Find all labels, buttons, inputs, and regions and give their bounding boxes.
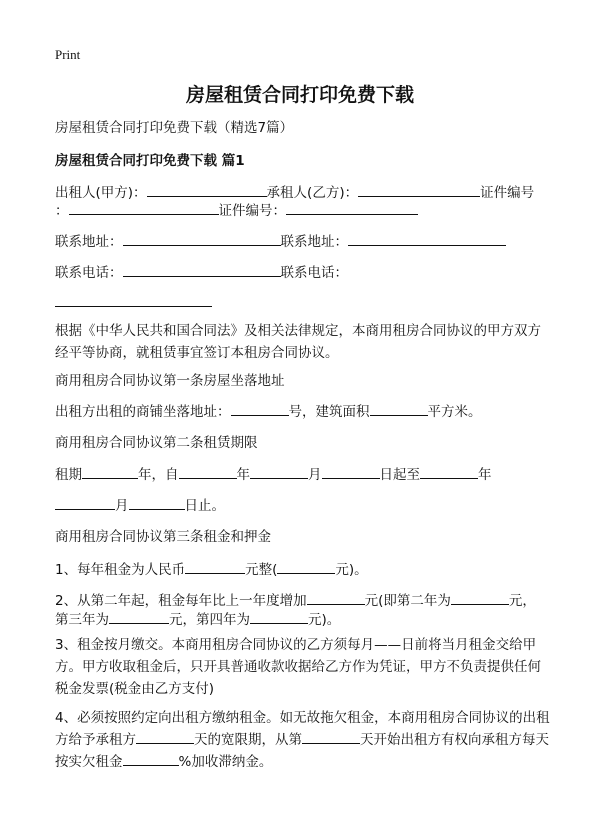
document-subtitle: 房屋租赁合同打印免费下载（精选7篇）	[55, 120, 294, 136]
increase-text: 2、从第二年起，租金每年比上一年度增加	[55, 593, 307, 609]
month-text: 月	[308, 467, 322, 483]
phone-label-2: 联系电话：	[280, 265, 348, 281]
phone-label: 联系电话：	[55, 265, 123, 281]
third-year-text: 第三年为	[55, 612, 109, 628]
address-blank[interactable]	[123, 231, 281, 246]
phone-blank[interactable]	[123, 262, 281, 277]
late-fee-text-4: %加收滞纳金。	[178, 754, 273, 770]
area-text: 号，建筑面积	[288, 404, 370, 420]
rent-text-3: 元)。	[335, 562, 368, 578]
cert-no-blank-2[interactable]	[286, 200, 418, 215]
term-years-blank[interactable]	[82, 464, 138, 479]
phone-blank-2[interactable]	[55, 306, 212, 307]
intro-paragraph: 根据《中华人民共和国合同法》及相关法律规定，本商用租房合同协议的甲方双方经平等协商，就租赁事宜签订本租房合同协议。	[55, 323, 541, 361]
address-label-2: 联系地址：	[280, 234, 348, 250]
lessor-label: 出租人(甲方)：	[55, 185, 147, 201]
rent-item-3: 3、租金按月缴交。本商用租房合同协议的乙方须每月——日前将当月租金交给甲方。甲方收取租金后，只开具普通收款收据给乙方作为凭证，甲方不负责提供任何税金发票(税金由乙方支付)	[55, 637, 541, 697]
document-title: 房屋租赁合同打印免费下载	[185, 84, 414, 106]
phone-line	[55, 262, 348, 284]
term-from: 年，自	[138, 467, 179, 483]
cert-line	[55, 200, 418, 222]
rent-item-1	[55, 559, 368, 581]
third-year-blank[interactable]	[109, 609, 169, 624]
lessee-label: 承租人(乙方)：	[266, 185, 359, 201]
yuan-text: 元，	[508, 593, 536, 609]
second-year-text: 元(即第二年为	[364, 593, 451, 609]
fourth-year-blank[interactable]	[250, 609, 308, 624]
start-year-blank[interactable]	[179, 464, 237, 479]
address-text: 出租方出租的商铺坐落地址：	[55, 404, 231, 420]
article1-title: 商用租房合同协议第一条房屋坐落地址	[55, 373, 285, 389]
end-month-blank[interactable]	[55, 495, 115, 510]
start-day-number-blank[interactable]	[302, 729, 360, 744]
print-label[interactable]: Print	[55, 47, 81, 62]
grace-days-blank[interactable]	[136, 729, 194, 744]
rent-item-4	[55, 707, 550, 773]
area-blank[interactable]	[370, 401, 428, 416]
end-day-blank[interactable]	[129, 495, 185, 510]
lessee-blank[interactable]	[358, 182, 480, 197]
second-year-blank[interactable]	[451, 590, 509, 605]
start-day-blank[interactable]	[322, 464, 380, 479]
year-text: 年	[236, 467, 250, 483]
fourth-year-text: 元，第四年为	[169, 612, 250, 628]
term-label: 租期	[55, 467, 82, 483]
increase-blank[interactable]	[307, 590, 365, 605]
address-label: 联系地址：	[55, 234, 123, 250]
cert-no-label: 证件编号	[480, 185, 535, 201]
term-line-2	[55, 495, 225, 517]
start-month-blank[interactable]	[250, 464, 308, 479]
late-fee-text-3: 天开始出租方有权向承租方每天按实欠租金	[55, 732, 549, 770]
rent-item-2-line-2	[55, 609, 340, 631]
cert-no-blank[interactable]	[69, 200, 219, 215]
article3-title: 商用租房合同协议第三条租金和押金	[55, 529, 271, 545]
rent-text-2: 元整(	[245, 562, 278, 578]
address-line	[55, 231, 506, 253]
end-text: 日止。	[184, 498, 225, 514]
rent-text: 1、每年租金为人民币	[55, 562, 186, 578]
rent-amount-blank[interactable]	[185, 559, 245, 574]
year-text-2: 年	[478, 467, 492, 483]
yuan-text-2: 元)。	[308, 612, 341, 628]
month-text-2: 月	[115, 498, 129, 514]
late-fee-text: 4、必须按照约定向出租方缴纳租金。如无故拖欠租金，本商用租房合同协议的出租方给予承租方	[55, 710, 550, 748]
cert-no-label-2: 证件编号：	[218, 203, 286, 219]
article2-title: 商用租房合同协议第二条租赁期限	[55, 435, 258, 451]
section-heading: 房屋租赁合同打印免费下载 篇1	[55, 153, 245, 169]
lessor-blank[interactable]	[147, 182, 267, 197]
cert-colon: ：	[55, 203, 69, 219]
address-blank-2[interactable]	[348, 231, 506, 246]
area-unit: 平方米。	[427, 404, 482, 420]
late-fee-text-2: 天的宽限期，从第	[194, 732, 302, 748]
late-fee-percent-blank[interactable]	[123, 751, 179, 766]
end-year-blank[interactable]	[420, 464, 478, 479]
house-number-blank[interactable]	[231, 401, 289, 416]
article1-line	[55, 401, 482, 423]
term-line-1	[55, 464, 492, 486]
until-text: 日起至	[379, 467, 420, 483]
rent-amount-number-blank[interactable]	[277, 559, 335, 574]
